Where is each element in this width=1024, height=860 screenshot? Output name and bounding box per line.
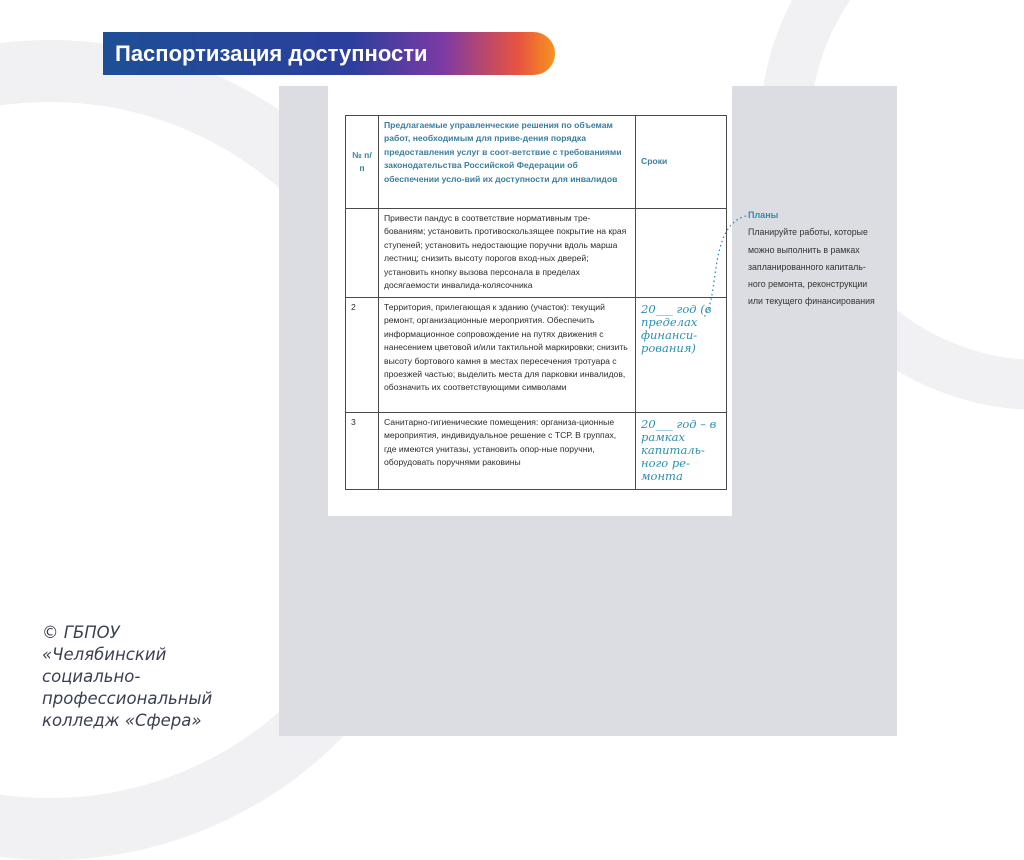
plans-note [748,207,898,311]
table-row [346,413,727,490]
header-terms: Сроки [636,116,727,209]
accessibility-table [345,115,727,490]
row-num: 2 [346,298,379,413]
plans-note-title: Планы [748,210,779,220]
header-solutions: Предлагаемые управленческие решения по объемам работ, необходимым для приве-дения порядка предоставления услуг в соот-ветствие с требованиями законодательства Российской Федерации об обеспечении усло-вий их доступности для инвалидов [379,116,636,209]
row-text: Привести пандус в соответствие нормативным тре-бованиям; установить противоскользящее покрытие на края ступеней; установить недостающие поручни вдоль марша лестниц; снизить высоту порогов вход-ных дверей; установить кнопку вызова персонала в пределах досягаемости инвалида-колясочника [379,209,636,298]
slide-title: Паспортизация доступности [103,32,555,75]
header-num: № п/п [346,116,379,209]
copyright-text: © ГБПОУ «Челябинский социально- профессиональный колледж «Сфера» [42,623,213,730]
table-row [346,209,727,298]
row-term: 20___ год (в пределах финанси-рования) [636,298,727,413]
table-row [346,298,727,413]
row-num [346,209,379,298]
row-num: 3 [346,413,379,490]
row-term: 20___ год – в рамках капиталь-ного ре-монта [636,413,727,490]
row-text: Санитарно-гигиенические помещения: организа-ционные мероприятия, индивидуальное решение с ТСР. В группах, где имеются унитазы, установить опор-ные поручни, оборудовать поручнями раковины [379,413,636,490]
dotted-leader-line [700,212,750,322]
row-text: Территория, прилегающая к зданию (участок): текущий ремонт, организационные мероприятия. Обеспечить информационное сопровождение на путях движения с нанесением цветовой и/или тактильной маркировки; снизить высоту бортового камня в местах пересечения тротуара с проезжей частью; выделить места для парковки инвалидов, обозначить их соответствующими символами [379,298,636,413]
plans-note-text: Планируйте работы, которые можно выполнить в рамках запланированного капиталь- ного ремонта, реконструкции или текущего финансирования [748,227,875,307]
table-header-row [346,116,727,209]
